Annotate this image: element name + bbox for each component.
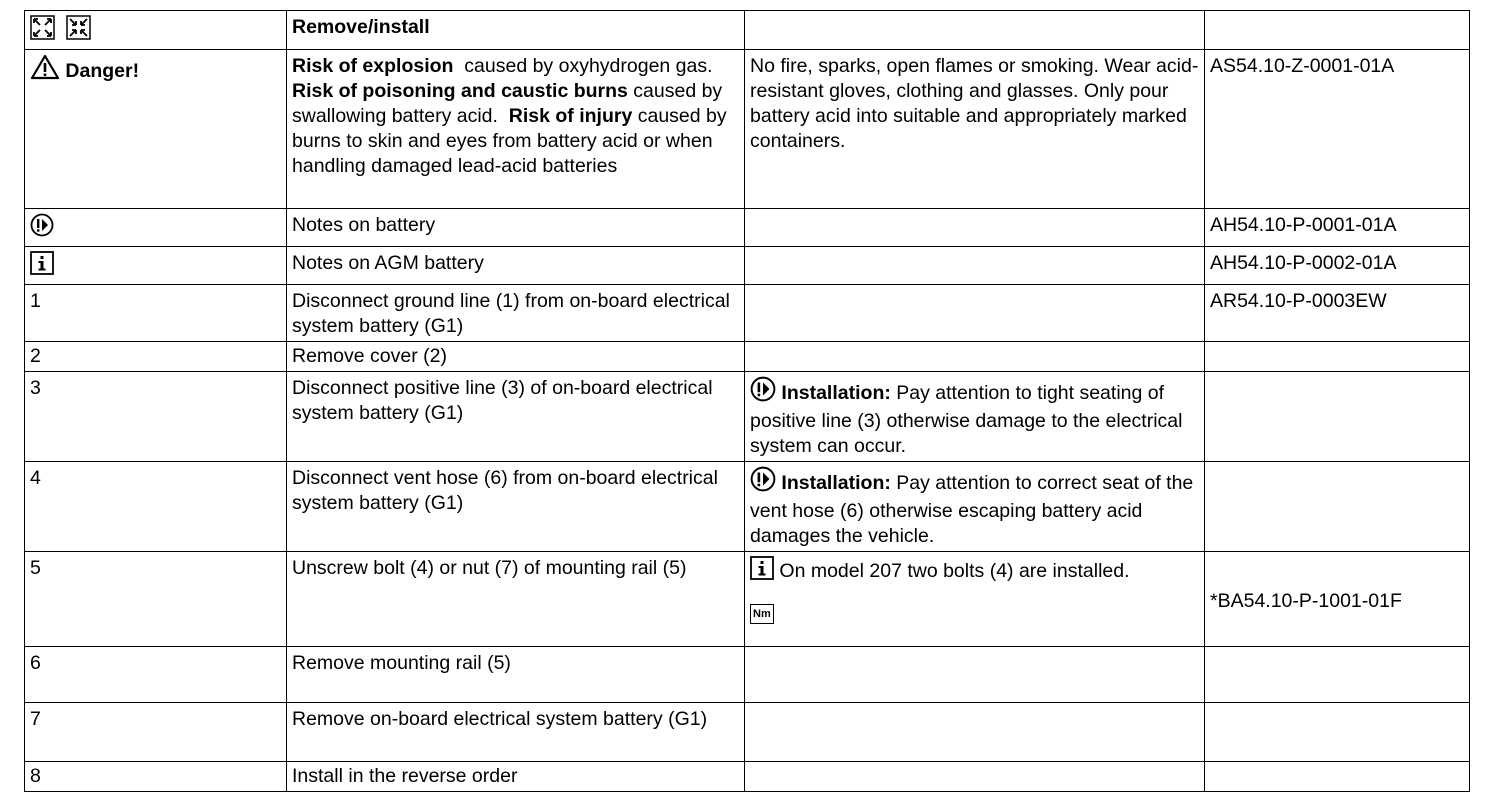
step-note-cell: [745, 372, 1205, 462]
step-number: 3: [25, 372, 287, 462]
step-ref-link[interactable]: AR54.10-P-0003EW: [1205, 285, 1470, 342]
step-row: [25, 552, 1470, 647]
step-number: 6: [25, 647, 287, 703]
step-text: Disconnect ground line (1) from on-board electrical system battery (G1): [287, 285, 745, 342]
step-note-cell: [745, 342, 1205, 372]
step-note-cell: [745, 703, 1205, 762]
warning-triangle-icon: [30, 54, 60, 87]
step-note-cell: [745, 462, 1205, 552]
step-note-cell: [745, 762, 1205, 792]
caution-circle-icon: [750, 466, 776, 499]
step-ref-cell: [1205, 372, 1470, 462]
step-text: Remove mounting rail (5): [287, 647, 745, 703]
installation-label: Installation:: [781, 382, 891, 404]
step-text: Remove cover (2): [287, 342, 745, 372]
step-text: Unscrew bolt (4) or nut (7) of mounting rail (5): [287, 552, 745, 647]
step-number: 8: [25, 762, 287, 792]
info-icon: [30, 251, 54, 282]
danger-description: [287, 50, 745, 209]
danger-ref-link[interactable]: AS54.10-Z-0001-01A: [1205, 50, 1470, 209]
torque-nm-icon[interactable]: [750, 604, 774, 624]
step-ref-cell: [1205, 647, 1470, 703]
info-note: On model 207 two bolts (4) are installed.: [774, 560, 1130, 582]
installation-note: Pay attention to tight seating of positive line (3) otherwise damage to the electrical system can occur.: [750, 382, 1183, 457]
step-row: [25, 762, 1470, 792]
danger-label-cell: [25, 50, 287, 209]
note-row: [25, 209, 1470, 247]
danger-desc-segment: Risk of explosion: [292, 55, 454, 77]
note-ref-link[interactable]: AH54.10-P-0002-01A: [1205, 247, 1470, 285]
danger-desc-segment: caused by oxyhydrogen gas.: [453, 55, 718, 77]
header-empty-cell: [745, 11, 1205, 50]
danger-desc-segment: Risk of injury: [508, 105, 633, 127]
danger-row: [25, 50, 1470, 209]
step-number: 4: [25, 462, 287, 552]
step-row: [25, 342, 1470, 372]
step-ref-cell: [1205, 342, 1470, 372]
info-icon: [750, 556, 774, 587]
header-row: [25, 11, 1470, 50]
step-row: [25, 285, 1470, 342]
step-number: 7: [25, 703, 287, 762]
step-ref-link[interactable]: *BA54.10-P-1001-01F: [1210, 590, 1402, 612]
note-icon-cell: [25, 247, 287, 285]
step-ref-cell: [1205, 552, 1470, 647]
step-text: Remove on-board electrical system battery (G1): [287, 703, 745, 762]
note-row: [25, 247, 1470, 285]
note-empty-cell: [745, 247, 1205, 285]
step-note-cell: [745, 285, 1205, 342]
step-number: 1: [25, 285, 287, 342]
installation-label: Installation:: [781, 472, 891, 494]
step-row: [25, 703, 1470, 762]
step-ref-cell: [1205, 762, 1470, 792]
danger-desc-segment: caused by burns to skin and eyes from battery acid or when handling damaged lead-acid batteries: [292, 105, 727, 177]
header-title: Remove/install: [287, 11, 745, 50]
step-ref-cell: [1205, 703, 1470, 762]
header-empty-cell: [1205, 11, 1470, 50]
note-text: Notes on AGM battery: [287, 247, 745, 285]
step-row: [25, 647, 1470, 703]
installation-note: Pay attention to correct seat of the vent hose (6) otherwise escaping battery acid damages the vehicle.: [750, 472, 1194, 547]
caution-circle-icon: [750, 376, 776, 409]
note-text: Notes on battery: [287, 209, 745, 247]
collapse-icon[interactable]: [66, 15, 91, 47]
info-line: [750, 556, 1199, 587]
note-ref-link[interactable]: AH54.10-P-0001-01A: [1205, 209, 1470, 247]
step-note-cell: [745, 647, 1205, 703]
step-number: 2: [25, 342, 287, 372]
step-row: [25, 462, 1470, 552]
header-icons-cell: [25, 11, 287, 50]
caution-circle-icon: [30, 213, 54, 244]
step-ref-cell: [1205, 462, 1470, 552]
step-text: Disconnect positive line (3) of on-board electrical system battery (G1): [287, 372, 745, 462]
danger-label: Danger!: [65, 60, 140, 82]
torque-line: [750, 599, 1199, 624]
note-icon-cell: [25, 209, 287, 247]
torque-nm-label: Nm: [753, 608, 771, 620]
step-number: 5: [25, 552, 287, 647]
step-note-cell: [745, 552, 1205, 647]
expand-icon[interactable]: [30, 15, 55, 47]
step-row: [25, 372, 1470, 462]
danger-measures: No fire, sparks, open flames or smoking. Wear acid-resistant gloves, clothing and glasses. Only pour battery acid into suitable and appropriately marked containers.: [745, 50, 1205, 209]
danger-desc-segment: Risk of poisoning and caustic burns: [292, 80, 628, 102]
procedure-table: [24, 10, 1470, 792]
note-empty-cell: [745, 209, 1205, 247]
step-text: Install in the reverse order: [287, 762, 745, 792]
danger-desc-segment: caused by swallowing battery acid.: [292, 80, 728, 127]
step-text: Disconnect vent hose (6) from on-board electrical system battery (G1): [287, 462, 745, 552]
